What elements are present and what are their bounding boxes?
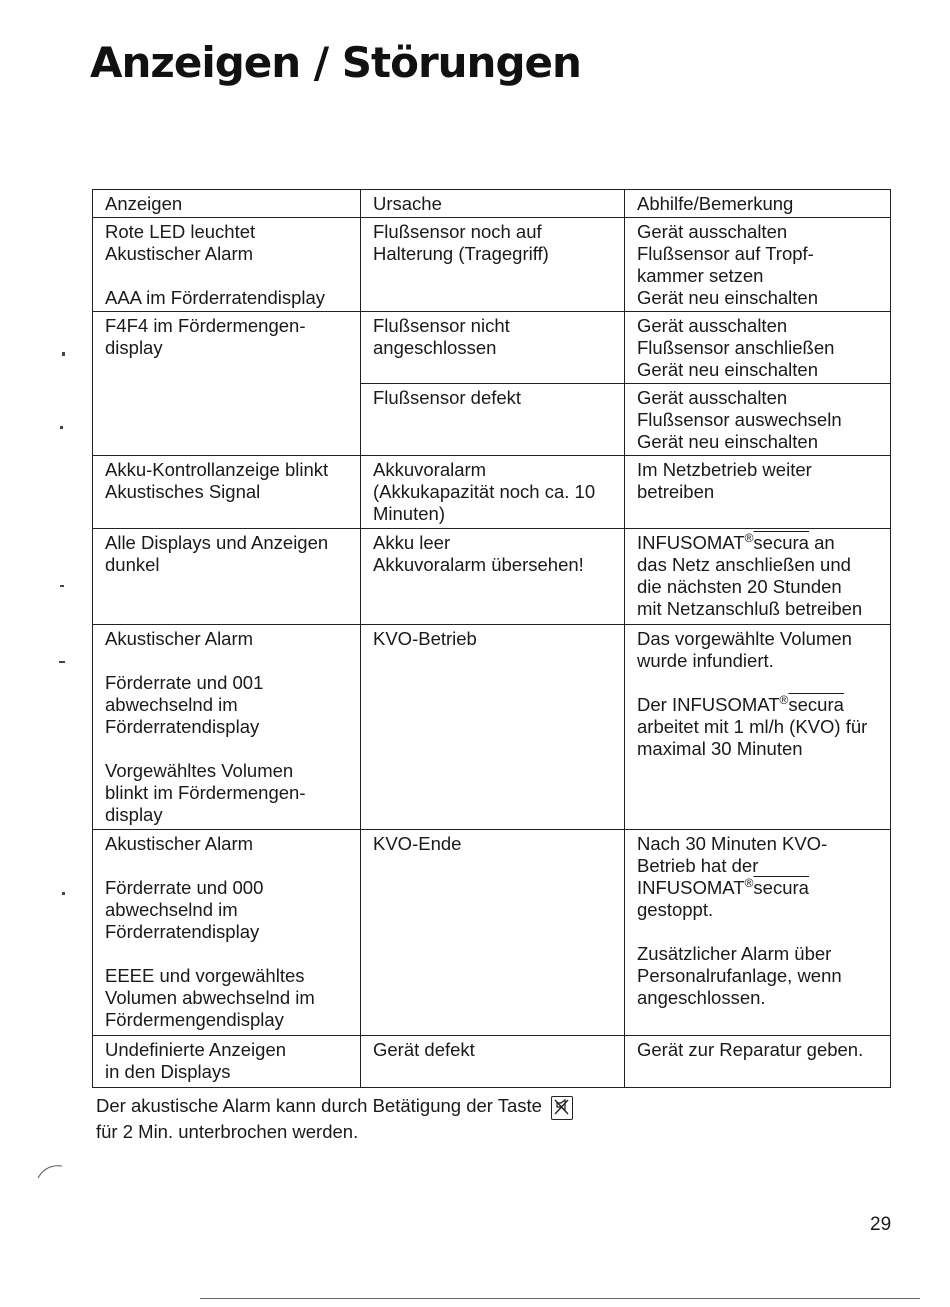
cell-ursache — [361, 1036, 625, 1088]
cell-line: blinkt im Fördermengen- — [105, 782, 306, 803]
cell-line: Akkuvoralarm übersehen! — [373, 554, 584, 575]
model-name: secura — [753, 532, 809, 553]
cell-line: Gerät neu einschalten — [637, 287, 819, 308]
cell-anzeigen — [93, 312, 361, 456]
cell-abhilfe — [625, 456, 891, 529]
cell-line: Förderratendisplay — [105, 716, 260, 737]
cell-line: maximal 30 Minuten — [637, 738, 803, 759]
text-fragment: an — [808, 532, 835, 553]
cell-line: display — [105, 337, 163, 358]
model-name: secura — [753, 877, 809, 898]
cell-line: Akku-Kontrollanzeige blinkt — [105, 459, 329, 480]
footnote — [96, 1094, 573, 1144]
cell-line: EEEE und vorgewähltes — [105, 965, 305, 986]
cell-line — [637, 532, 884, 554]
scan-dot — [59, 661, 65, 663]
cell-line: Akustischer Alarm — [105, 628, 254, 649]
cell-line: arbeitet mit 1 ml/h (KVO) für — [637, 716, 868, 737]
cell-line: Akustischer Alarm — [105, 243, 254, 264]
cell-line: Nach 30 Minuten KVO- — [637, 833, 828, 854]
cell-anzeigen — [93, 456, 361, 529]
cell-line: Fördermengendisplay — [105, 1009, 284, 1030]
table-row — [93, 529, 891, 625]
cell-line: Förderrate und 001 — [105, 672, 264, 693]
model-name: secura — [788, 694, 844, 715]
cell-line: Akustisches Signal — [105, 481, 261, 502]
cell-line: angeschlossen — [373, 337, 497, 358]
scan-dot — [60, 426, 63, 429]
cell-line: KVO-Ende — [373, 833, 462, 854]
cell-line: Flußsensor anschließen — [637, 337, 835, 358]
cell-line: wurde infundiert. — [637, 650, 774, 671]
page-title: Anzeigen / Störungen — [90, 38, 581, 87]
table-row — [93, 218, 891, 312]
cell-line: die nächsten 20 Stunden — [637, 576, 842, 597]
table-header-row — [93, 190, 891, 218]
cell-ursache — [361, 625, 625, 830]
table-row — [93, 625, 891, 830]
cell-line: Akku leer — [373, 532, 451, 553]
cell-line: kammer setzen — [637, 265, 764, 286]
alarm-mute-key-icon — [551, 1096, 573, 1120]
cell-line — [637, 877, 884, 899]
cell-anzeigen — [93, 830, 361, 1036]
cell-line: Flußsensor auswechseln — [637, 409, 842, 430]
cell-line: Alle Displays und Anzeigen — [105, 532, 329, 553]
cell-ursache — [361, 312, 625, 384]
cell-line: Gerät neu einschalten — [637, 431, 819, 452]
page-number: 29 — [870, 1214, 892, 1235]
cell-ursache — [361, 218, 625, 312]
cell-line: das Netz anschließen und — [637, 554, 851, 575]
cell-line: Betrieb hat der — [637, 855, 759, 876]
cell-line: Undefinierte Anzeigen — [105, 1039, 287, 1060]
cell-line: F4F4 im Fördermengen- — [105, 315, 306, 336]
cell-line: abwechselnd im — [105, 694, 238, 715]
cell-line: KVO-Betrieb — [373, 628, 477, 649]
cell-abhilfe — [625, 312, 891, 384]
registered-mark: ® — [779, 692, 789, 707]
cell-line: Akustischer Alarm — [105, 833, 254, 854]
table-row — [93, 830, 891, 1036]
cell-line: AAA im Förderratendisplay — [105, 287, 326, 308]
text-fragment: Der INFUSOMAT — [637, 694, 780, 715]
cell-line: Gerät neu einschalten — [637, 359, 819, 380]
cell-line: Flußsensor noch auf — [373, 221, 542, 242]
brand-name: INFUSOMAT — [637, 877, 745, 898]
cell-abhilfe — [625, 625, 891, 830]
cell-line: Das vorgewählte Volumen — [637, 628, 852, 649]
cell-line: Akkuvoralarm — [373, 459, 487, 480]
scan-mark-curve — [36, 1160, 66, 1182]
table-row — [93, 312, 891, 384]
scan-dot — [62, 352, 65, 356]
header-ursache: Ursache — [361, 190, 625, 218]
cell-ursache — [361, 456, 625, 529]
cell-abhilfe — [625, 218, 891, 312]
footnote-line-1: Der akustische Alarm kann durch Betätigung der Taste — [96, 1095, 542, 1116]
cell-line: Minuten) — [373, 503, 445, 524]
cell-line: Personalrufanlage, wenn — [637, 965, 842, 986]
cell-line: Flußsensor nicht — [373, 315, 510, 336]
cell-line: mit Netzanschluß betreiben — [637, 598, 863, 619]
cell-line — [637, 694, 884, 716]
footnote-line-2: für 2 Min. unterbrochen werden. — [96, 1121, 359, 1142]
error-table — [92, 189, 891, 1088]
cell-line: Förderrate und 000 — [105, 877, 264, 898]
table-row — [93, 456, 891, 529]
brand-name: INFUSOMAT — [637, 532, 745, 553]
cell-line: betreiben — [637, 481, 715, 502]
registered-mark: ® — [744, 530, 754, 545]
cell-line: display — [105, 804, 163, 825]
cell-anzeigen — [93, 1036, 361, 1088]
cell-line: Förderratendisplay — [105, 921, 260, 942]
header-abhilfe: Abhilfe/Bemerkung — [625, 190, 891, 218]
header-anzeigen: Anzeigen — [93, 190, 361, 218]
cell-line: Gerät ausschalten — [637, 387, 788, 408]
cell-line: abwechselnd im — [105, 899, 238, 920]
scan-edge-line — [200, 1298, 920, 1299]
cell-anzeigen — [93, 529, 361, 625]
table-row — [93, 1036, 891, 1088]
cell-ursache — [361, 384, 625, 456]
registered-mark: ® — [744, 875, 754, 890]
cell-line: Gerät defekt — [373, 1039, 475, 1060]
cell-line: dunkel — [105, 554, 160, 575]
cell-line: Volumen abwechselnd im — [105, 987, 315, 1008]
cell-abhilfe — [625, 529, 891, 625]
cell-anzeigen — [93, 218, 361, 312]
cell-ursache — [361, 529, 625, 625]
cell-ursache — [361, 830, 625, 1036]
cell-abhilfe — [625, 384, 891, 456]
cell-line: Flußsensor auf Tropf- — [637, 243, 814, 264]
cell-line: gestoppt. — [637, 899, 714, 920]
cell-line: (Akkukapazität noch ca. 10 — [373, 481, 596, 502]
cell-line: Halterung (Tragegriff) — [373, 243, 549, 264]
cell-line: Gerät ausschalten — [637, 315, 788, 336]
cell-line: Flußsensor defekt — [373, 387, 522, 408]
cell-anzeigen — [93, 625, 361, 830]
cell-abhilfe — [625, 1036, 891, 1088]
cell-line: in den Displays — [105, 1061, 231, 1082]
cell-line: Gerät ausschalten — [637, 221, 788, 242]
cell-line: Gerät zur Reparatur geben. — [637, 1039, 864, 1060]
cell-line: Rote LED leuchtet — [105, 221, 256, 242]
cell-line: Zusätzlicher Alarm über — [637, 943, 832, 964]
cell-abhilfe — [625, 830, 891, 1036]
cell-line: Im Netzbetrieb weiter — [637, 459, 812, 480]
scan-dot — [60, 585, 64, 587]
cell-line: angeschlossen. — [637, 987, 766, 1008]
scan-dot — [62, 892, 65, 895]
cell-line: Vorgewähltes Volumen — [105, 760, 294, 781]
